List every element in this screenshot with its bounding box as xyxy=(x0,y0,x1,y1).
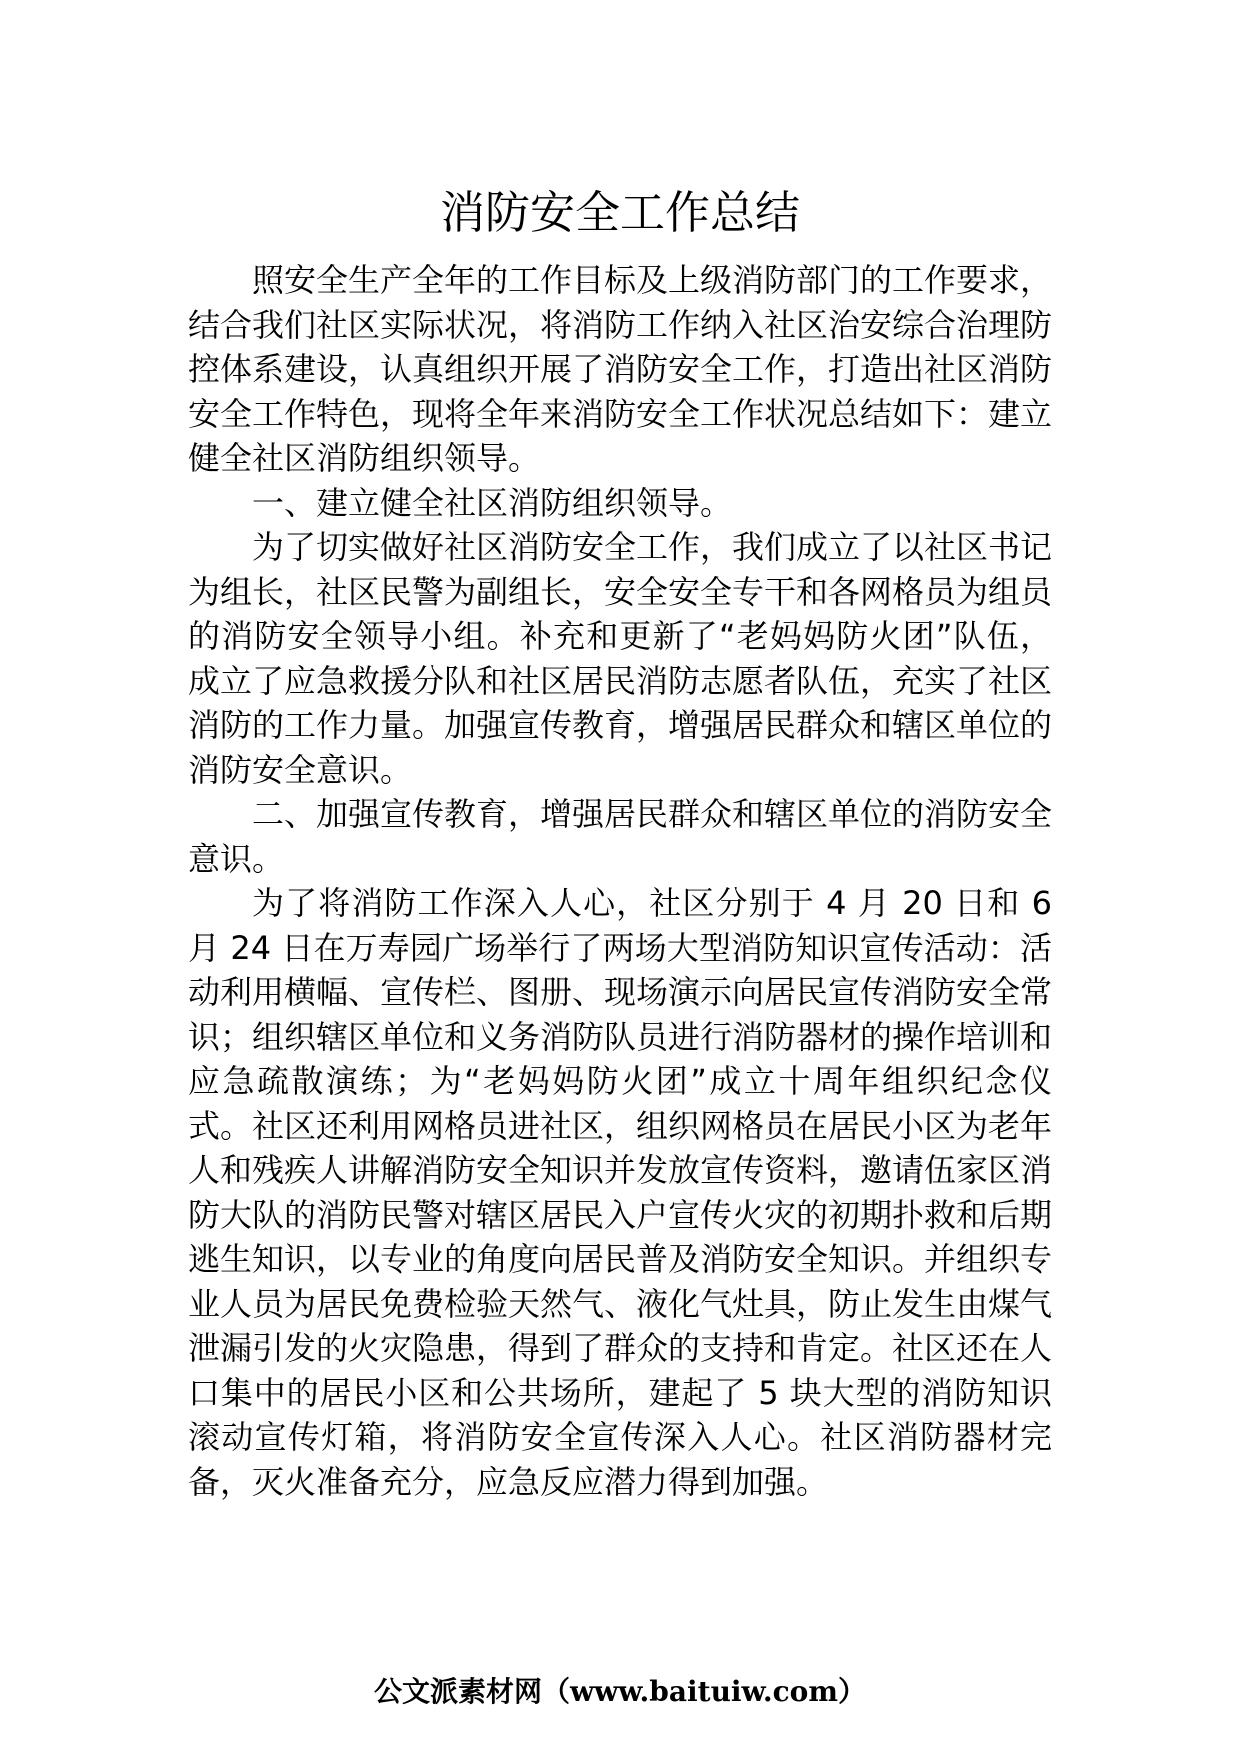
document-body xyxy=(188,258,1052,1504)
section-heading-2: 二、加强宣传教育，增强居民群众和辖区单位的消防安全意识。 xyxy=(188,795,1053,878)
paragraph-intro: 照安全生产全年的工作目标及上级消防部门的工作要求，结合我们社区实际状况，将消防工作纳入社区治安综合治理防控体系建设，认真组织开展了消防安全工作，打造出社区消防安全工作特色，现将全年来消防安全工作状况总结如下：建立健全社区消防组织领导。 xyxy=(188,261,1053,477)
footer-source: 公文派素材网（www.baituiw.com） xyxy=(374,1675,866,1708)
document-title: 消防安全工作总结 xyxy=(439,186,800,239)
section-heading-1: 一、建立健全社区消防组织领导。 xyxy=(252,483,733,522)
paragraph-section-1: 为了切实做好社区消防安全工作，我们成立了以社区书记为组长，社区民警为副组长，安全安全专干和各网格员为组员的消防安全领导小组。补充和更新了“老妈妈防火团”队伍，成立了应急救援分队和社区居民消防志愿者队伍，充实了社区消防的工作力量。加强宣传教育，增强居民群众和辖区单位的消防安全意识。 xyxy=(188,528,1053,789)
paragraph-section-2: 为了将消防工作深入人心，社区分别于 4 月 20 日和 6 月 24 日在万寿园广场举行了两场大型消防知识宣传活动：活动利用横幅、宣传栏、图册、现场演示向居民宣传消防安全常识；组织辖区单位和义务消防队员进行消防器材的操作培训和应急疏散演练；为“老妈妈防火团”成立十周年组织纪念仪式。社区还利用网格员进社区，组织网格员在居民小区为老年人和残疾人讲解消防安全知识并发放宣传资料，邀请伍家区消防大队的消防民警对辖区居民入户宣传火灾的初期扑救和后期逃生知识，以专业的角度向居民普及消防安全知识。并组织专业人员为居民免费检验天然气、液化气灶具，防止发生由煤气泄漏引发的火灾隐患，得到了群众的支持和肯定。社区还在人口集中的居民小区和公共场所，建起了 5 块大型的消防知识滚动宣传灯箱，将消防安全宣传深入人心。社区消防器材完备，灭火准备充分，应急反应潜力得到加强。 xyxy=(188,884,1053,1501)
